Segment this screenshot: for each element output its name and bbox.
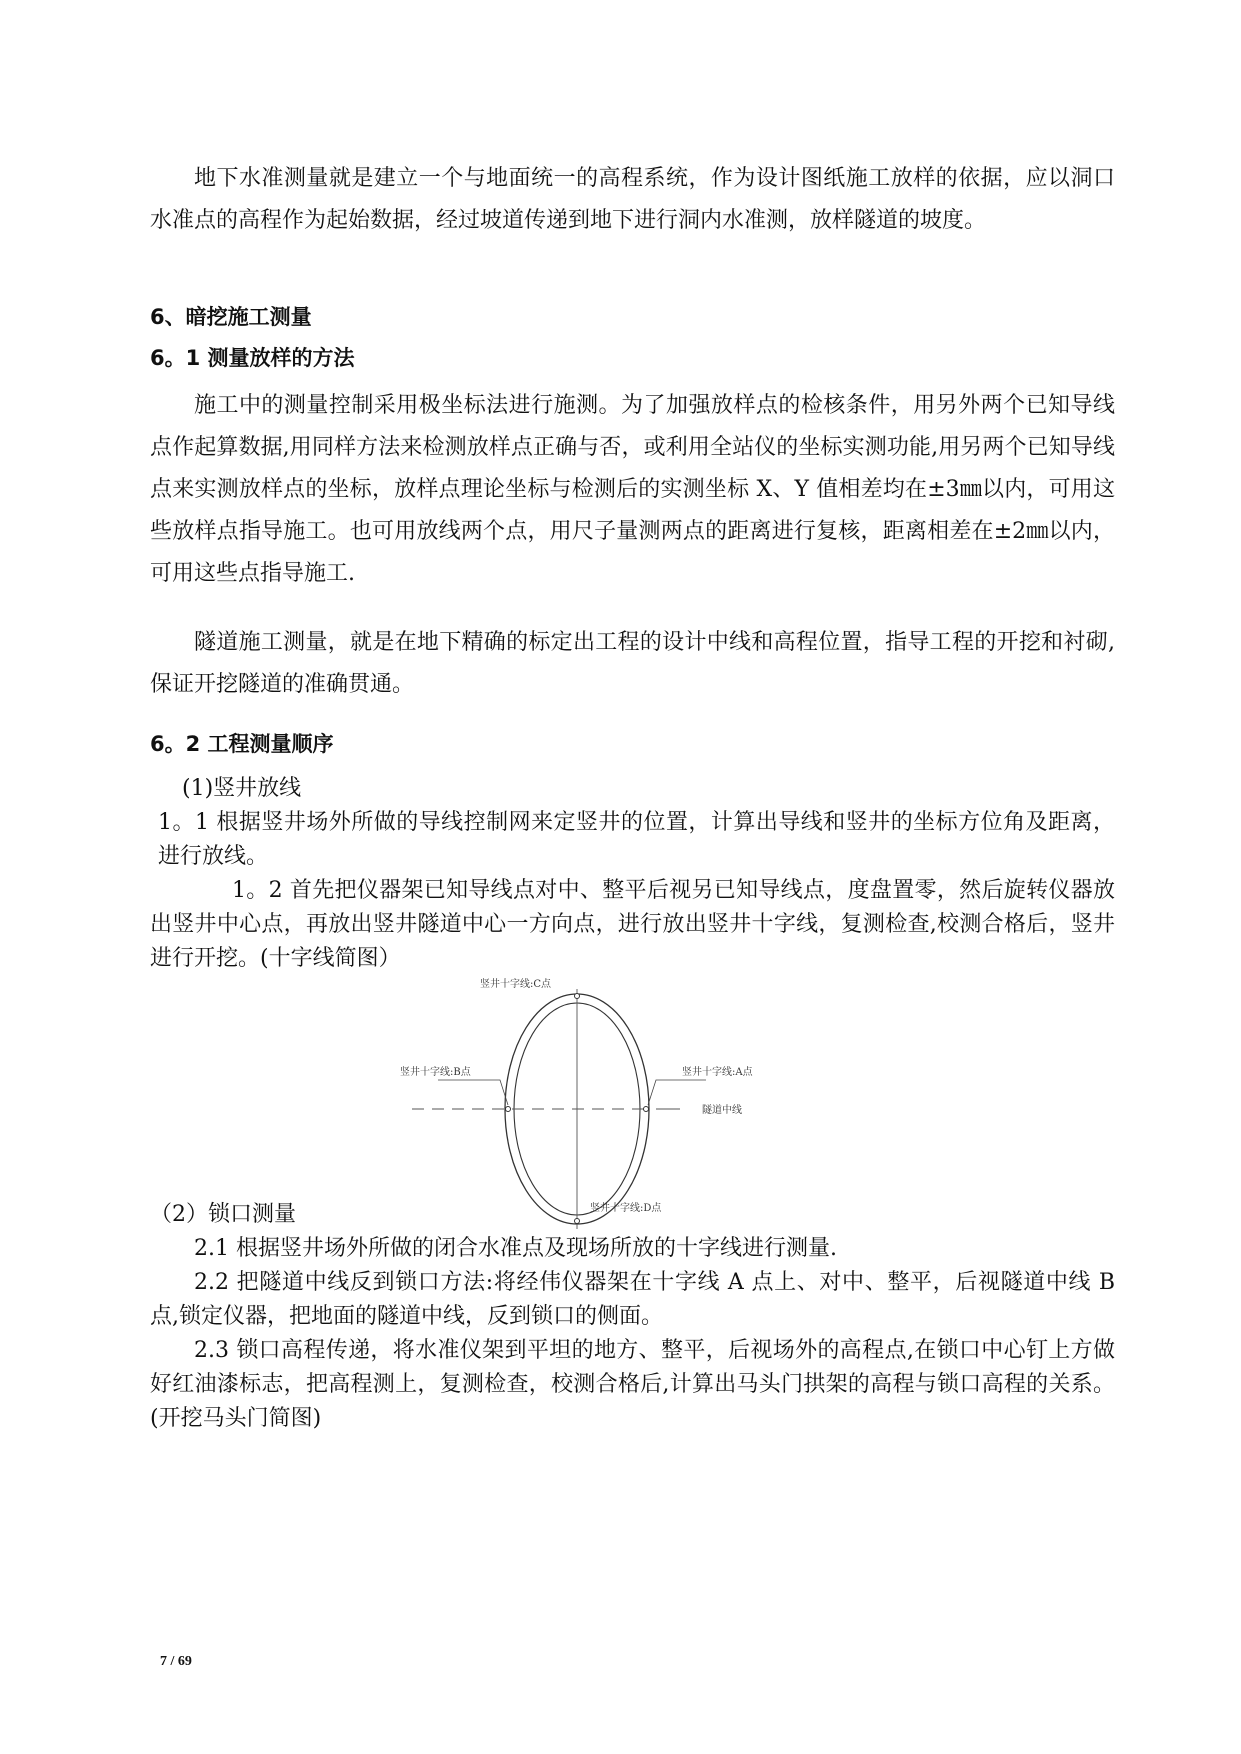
leader-b [438,1080,508,1105]
paragraph-leveling: 地下水准测量就是建立一个与地面统一的高程系统，作为设计图纸施工放样的依据，应以洞口水准点的高程作为起始数据，经过坡道传递到地下进行洞内水准测，放样隧道的坡度。 [150,166,1115,233]
label-a: 竖井十字线:A点 [682,1067,753,1078]
paragraph-1-1: 1。1 根据竖井场外所做的导线控制网来定竖井的位置，计算出导线和竖井的坐标方位角及距离，进行放线。 [158,810,1115,869]
paragraph-polar-method: 施工中的测量控制采用极坐标法进行施测。为了加强放样点的检核条件，用另外两个已知导线点作起算数据,用同样方法来检测放样点正确与否，或利用全站仪的坐标实测功能,用另两个已知导线点来实测放样点的坐标，放样点理论坐标与检测后的实测坐标 X、Y 值相差均在±3㎜以内，可用这些放样点指导施工。也可用放线两个点，用尺子量测两点的距离进行复核，距离相差在±2㎜以内，可用这些点指导施工. [150,393,1115,586]
page-number: 7 / 69 [160,1654,192,1669]
label-b: 竖井十字线:B点 [400,1067,471,1078]
paragraph-2-1: 2.1 根据竖井场外所做的闭合水准点及现场所放的十字线进行测量. [194,1236,837,1261]
label-d: 竖井十字线:D点 [590,1203,662,1214]
heading-6-2: 6。2 工程测量顺序 [150,732,334,756]
subsection-lock-survey: （2）锁口测量 [150,1202,296,1227]
subsection-shaft-layout: (1)竖井放线 [182,776,302,801]
heading-6: 6、暗挖施工测量 [150,305,312,329]
heading-6-1: 6。1 测量放样的方法 [150,346,355,370]
leader-a [648,1080,706,1105]
paragraph-2-2: 2.2 把隧道中线反到锁口方法:将经伟仪器架在十字线 A 点上、对中、整平，后视隧道中线 B 点,锁定仪器，把地面的隧道中线，反到锁口的侧面。 [150,1270,1115,1329]
point-a [644,1107,649,1112]
crosshair-diagram [380,975,780,1230]
paragraph-2-3: 2.3 锁口高程传递，将水准仪架到平坦的地方、整平，后视场外的高程点,在锁口中心钉上方做好红油漆标志，把高程测上，复测检查，校测合格后,计算出马头门拱架的高程与锁口高程的关系。(开挖马头门简图) [150,1338,1115,1431]
point-b [506,1107,511,1112]
paragraph-1-2: 1。2 首先把仪器架已知导线点对中、整平后视另已知导线点，度盘置零，然后旋转仪器放出竖井中心点，再放出竖井隧道中心一方向点，进行放出竖井十字线，复测检查,校测合格后，竖井进行开挖。(十字线简图） [150,878,1115,971]
label-center: 隧道中线 [702,1105,742,1116]
label-c: 竖井十字线:C点 [480,979,552,990]
point-c [575,994,580,999]
paragraph-tunnel-survey: 隧道施工测量，就是在地下精确的标定出工程的设计中线和高程位置，指导工程的开挖和衬砌,保证开挖隧道的准确贯通。 [150,630,1115,697]
